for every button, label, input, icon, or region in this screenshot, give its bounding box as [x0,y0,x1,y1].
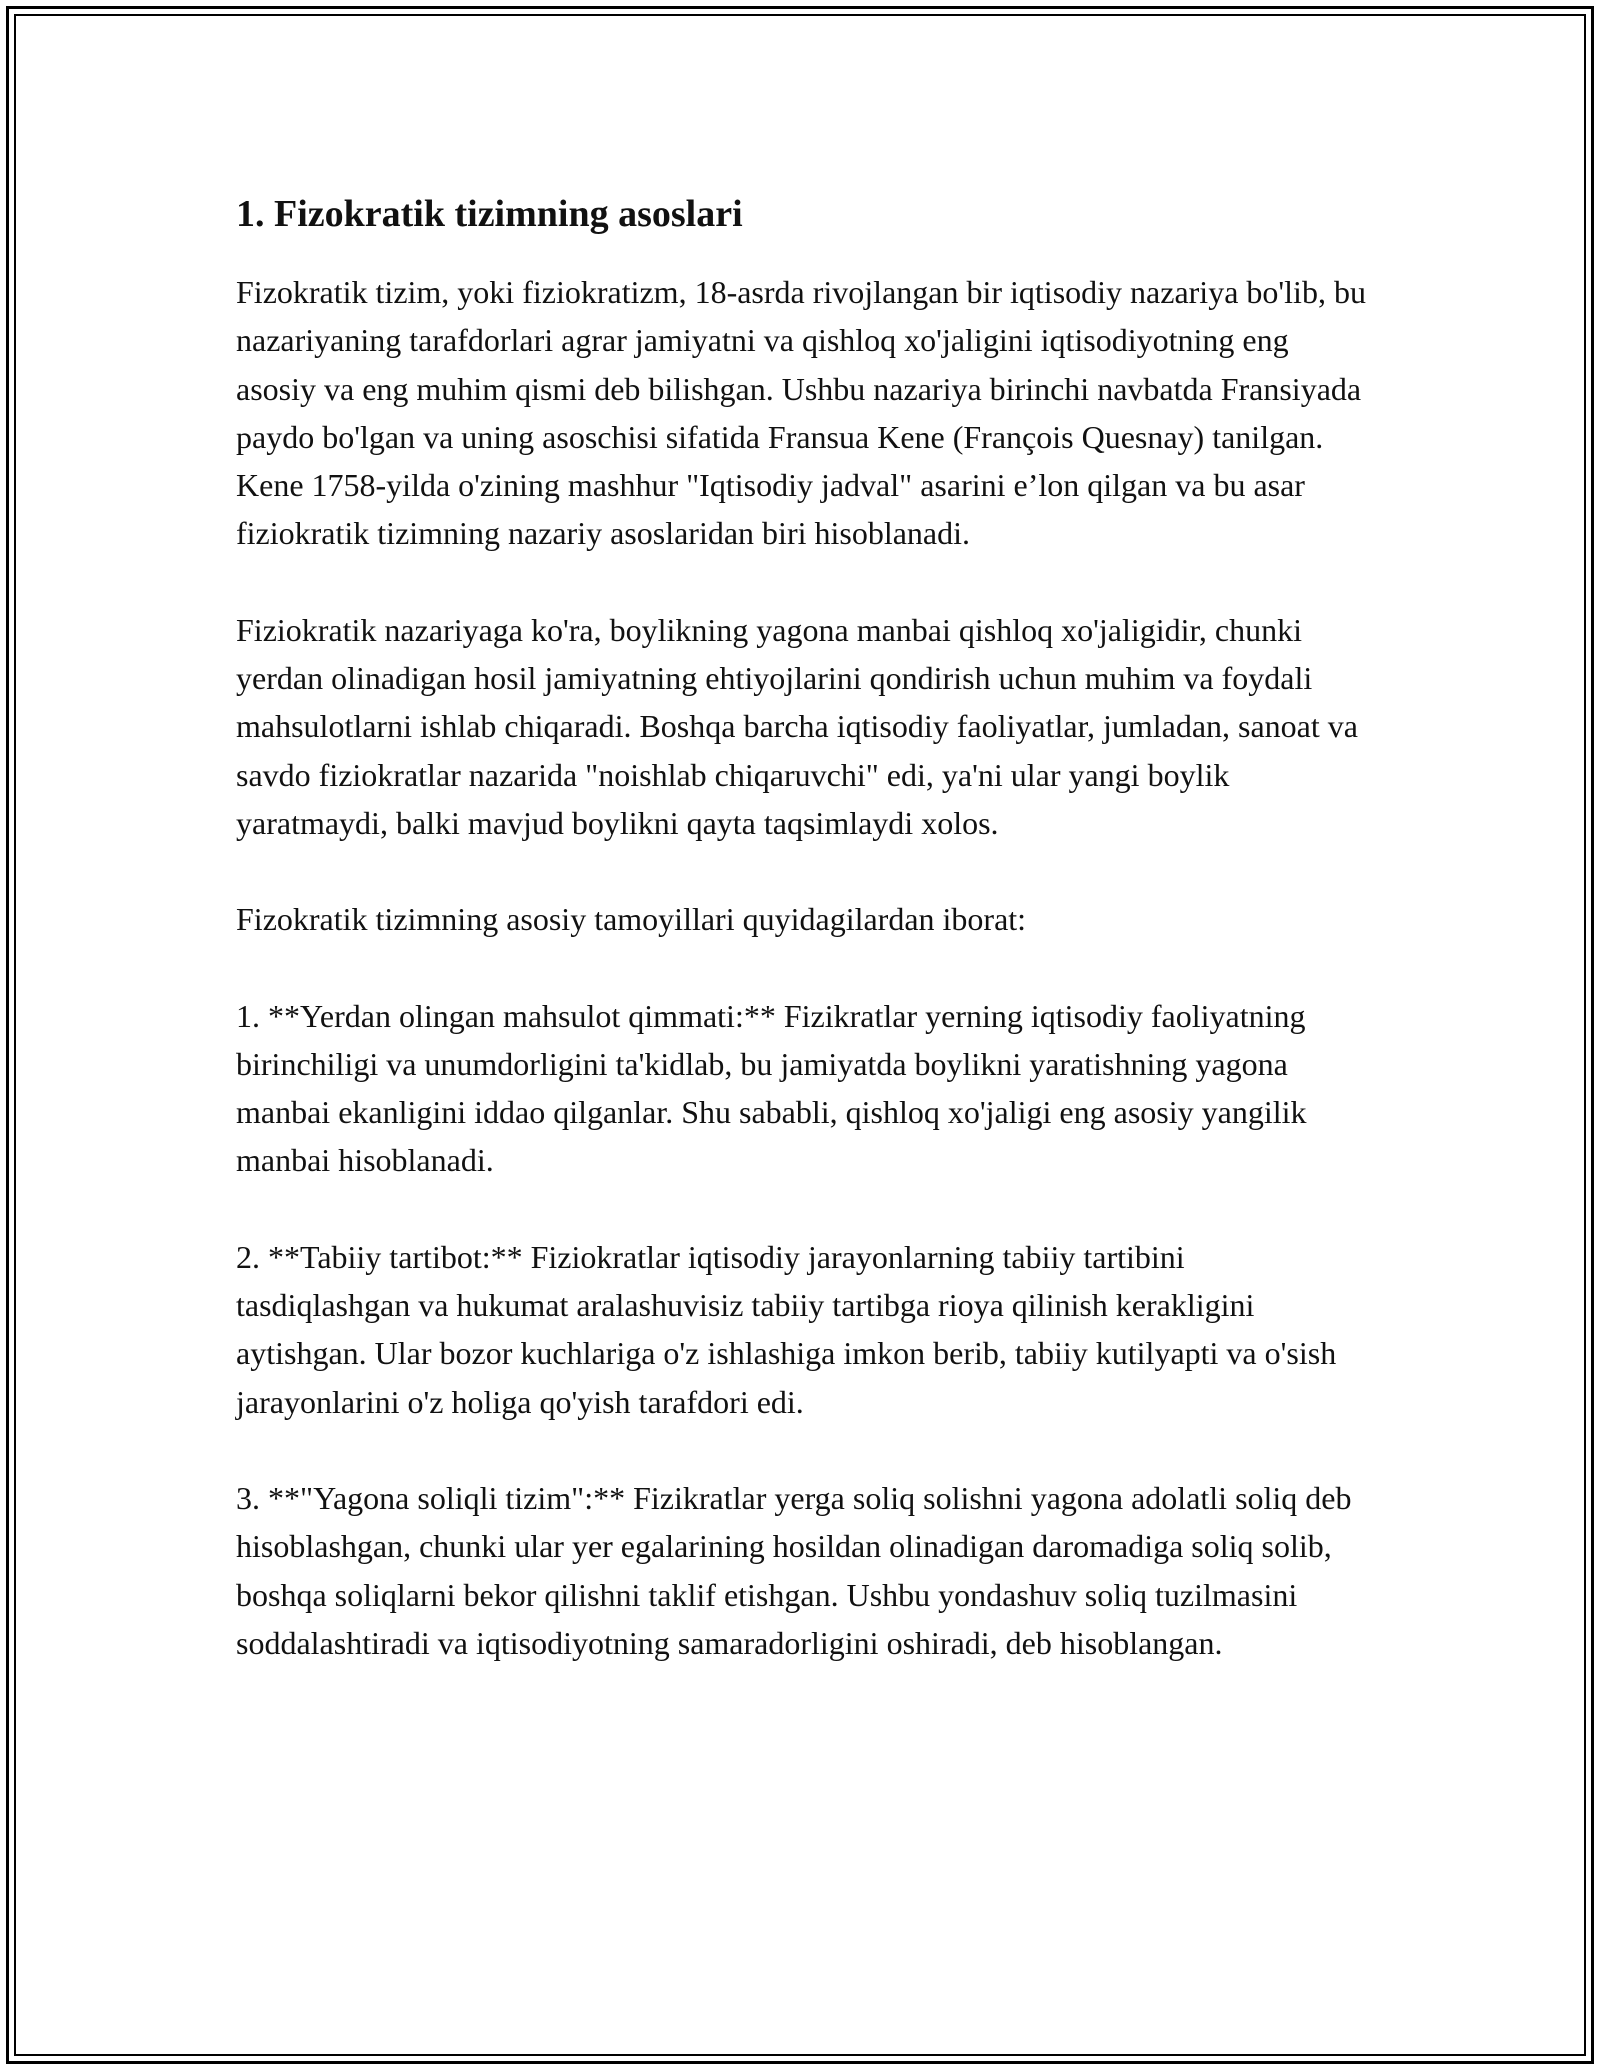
paragraph-wealth-source: Fiziokratik nazariyaga ko'ra, boylikning yagona manbai qishloq xo'jaligidir, chunki yerdan olinadigan hosil jamiyatning ehtiyojlarini qondirish uchun muhim va foydali mahsulotlarni ishlab chiqaradi. Boshqa barcha iqtisodiy faoliyatlar, jumladan, sanoat va savdo fiziokratlar nazarida "noishlab chiqaruvchi" edi, ya'ni ular yangi boylik yaratmaydi, balki mavjud boylikni qayta taqsimlaydi xolos. [236,611,1358,841]
list-item-principle-3: 3. **"Yagona soliqli tizim":** Fizikratlar yerga soliq solishni yagona adolatli soliq deb hisoblashgan, chunki ular yer egalarining hosildan olinadigan daromadiga soliq solib, boshqa soliqlarni bekor qilishni taklif etishgan. Ushbu yondashuv soliq tuzilmasini soddalashtiradi va iqtisodiyotning samaradorligini oshiradi, deb hisoblangan. [236,1479,1352,1661]
section-heading: 1. Fizokratik tizimning asoslari [236,193,743,235]
paragraph-intro: Fizokratik tizim, yoki fiziokratizm, 18-asrda rivojlangan bir iqtisodiy nazariya bo'lib, bu nazariyaning tarafdorlari agrar jamiyatni va qishloq xo'jaligini iqtisodiyotning eng asosiy va eng muhim qismi deb bilishgan. Ushbu nazariya birinchi navbatda Fransiyada paydo bo'lgan va uning asoschisi sifatida Fransua Kene (François Quesnay) tanilgan. Kene 1758-yilda o'zining mashhur "Iqtisodiy jadval" asarini e’lon qilgan va bu asar fiziokratik tizimning nazariy asoslaridan biri hisoblanadi. [236,274,1366,552]
list-item-principle-2: 2. **Tabiiy tartibot:** Fiziokratlar iqtisodiy jarayonlarning tabiiy tartibini tasdiqlashgan va hukumat aralashuvisiz tabiiy tartibga rioya qilinish kerakligini aytishgan. Ular bozor kuchlariga o'z ishlashiga imkon berib, tabiiy kutilyapti va o'sish jarayonlarini o'z holiga qo'yish tarafdori edi. [236,1238,1337,1420]
document-body [236,190,1366,1715]
paragraph-principles-intro: Fizokratik tizimning asosiy tamoyillari quyidagilardan iborat: [236,901,1027,938]
list-item-principle-1: 1. **Yerdan olingan mahsulot qimmati:** Fizikratlar yerning iqtisodiy faoliyatning birinchiligi va unumdorligini ta'kidlab, bu jamiyatda boylikni yaratishning yagona manbai ekanligini iddao qilganlar. Shu sababli, qishloq xo'jaligi eng asosiy yangilik manbai hisoblanadi. [236,997,1307,1179]
